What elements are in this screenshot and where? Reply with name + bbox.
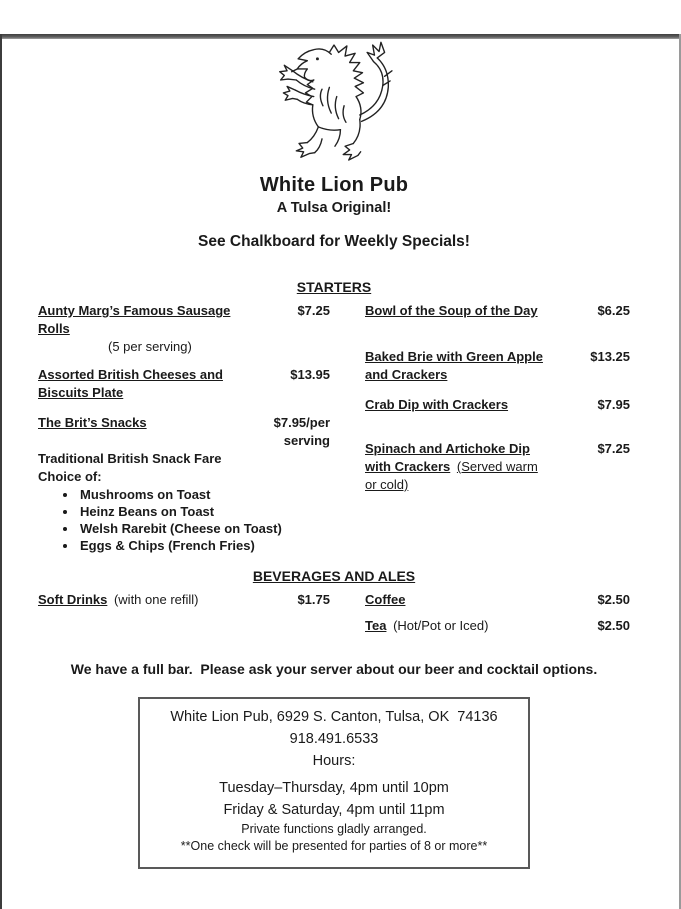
starters-section bbox=[38, 302, 630, 554]
menu-item-cheese-plate bbox=[38, 366, 330, 402]
hours-weekday: Tuesday–Thursday, 4pm until 10pm bbox=[219, 780, 449, 796]
item-description: Traditional British Snack Fare bbox=[38, 451, 222, 466]
item-price: $7.25 bbox=[297, 303, 330, 318]
hours-label: Hours: bbox=[312, 753, 356, 769]
choice-item: • Eggs & Chips (French Fries) bbox=[78, 537, 330, 554]
full-bar-note: We have a full bar. Please ask your server about our beer and cocktail options. bbox=[70, 661, 598, 677]
item-name: Soft Drinks bbox=[38, 592, 108, 607]
private-functions-note: Private functions gladly arranged. bbox=[241, 822, 427, 836]
lion-rampant-icon bbox=[248, 34, 420, 172]
beverages-left-column bbox=[38, 591, 330, 635]
choice-list bbox=[38, 486, 330, 554]
item-price: $1.75 bbox=[297, 592, 330, 607]
choice-label: Choice of: bbox=[38, 469, 102, 484]
beverages-heading: BEVERAGES AND ALES bbox=[252, 568, 416, 584]
starters-left-column bbox=[38, 302, 330, 554]
item-price: $13.95 bbox=[290, 367, 330, 382]
item-name: Aunty Marg’s Famous Sausage Rolls bbox=[38, 303, 231, 336]
item-name: Coffee bbox=[365, 592, 406, 607]
menu-item-baked-brie bbox=[365, 348, 630, 384]
starters-heading: STARTERS bbox=[296, 279, 372, 295]
choice-item: • Heinz Beans on Toast bbox=[78, 503, 330, 520]
hours-weekend: Friday & Saturday, 4pm until 11pm bbox=[223, 802, 445, 818]
address-line: White Lion Pub, 6929 S. Canton, Tulsa, OK 74136 bbox=[170, 709, 498, 725]
page-subtitle: A Tulsa Original! bbox=[276, 200, 392, 216]
item-suffix: (Served warm or cold) bbox=[365, 459, 538, 492]
menu-item-coffee bbox=[365, 591, 630, 609]
item-price: $6.25 bbox=[597, 303, 630, 318]
item-price: $7.95 bbox=[597, 397, 630, 412]
item-name: Bowl of the Soup of the Day bbox=[365, 303, 538, 318]
viewer-left-border bbox=[0, 34, 2, 909]
choice-item: • Welsh Rarebit (Cheese on Toast) bbox=[78, 520, 330, 537]
viewer-top-border bbox=[0, 34, 681, 39]
item-name: Crab Dip with Crackers bbox=[365, 397, 509, 412]
menu-item-soft-drinks bbox=[38, 591, 330, 609]
item-price: $2.50 bbox=[597, 592, 630, 607]
one-check-note: **One check will be presented for parties of 8 or more** bbox=[180, 839, 488, 853]
item-name: Tea bbox=[365, 618, 387, 633]
item-price: $2.50 bbox=[597, 618, 630, 633]
beverages-right-column bbox=[365, 591, 630, 635]
item-name: Assorted British Cheeses and Biscuits Plate bbox=[38, 367, 223, 400]
menu-item-sausage-rolls bbox=[38, 302, 330, 356]
menu-document-page bbox=[0, 34, 681, 869]
page-title: White Lion Pub bbox=[259, 174, 409, 196]
phone-number: 918.491.6533 bbox=[289, 731, 379, 747]
menu-item-soup bbox=[365, 302, 630, 320]
item-name: Spinach and Artichoke Dip with Crackers bbox=[365, 441, 530, 474]
menu-item-brits-snacks bbox=[38, 414, 330, 554]
lion-rampant-logo bbox=[248, 34, 420, 172]
menu-item-crab-dip bbox=[365, 396, 630, 414]
item-suffix: (with one refill) bbox=[113, 592, 199, 607]
menu-item-tea bbox=[365, 617, 630, 635]
item-name: Baked Brie with Green Apple and Crackers bbox=[365, 349, 543, 382]
beverages-section bbox=[38, 591, 630, 635]
contact-info-box bbox=[138, 697, 530, 869]
menu-item-spinach-dip bbox=[365, 440, 630, 494]
starters-right-column bbox=[365, 302, 630, 554]
item-price: $13.25 bbox=[590, 349, 630, 364]
item-price: $7.95/per serving bbox=[273, 415, 330, 448]
item-note: (5 per serving) bbox=[108, 339, 192, 354]
item-suffix: (Hot/Pot or Iced) bbox=[393, 618, 489, 633]
item-price: $7.25 bbox=[597, 441, 630, 456]
specials-tagline: See Chalkboard for Weekly Specials! bbox=[198, 233, 470, 250]
choice-item: • Mushrooms on Toast bbox=[78, 486, 330, 503]
item-name: The Brit’s Snacks bbox=[38, 415, 147, 430]
